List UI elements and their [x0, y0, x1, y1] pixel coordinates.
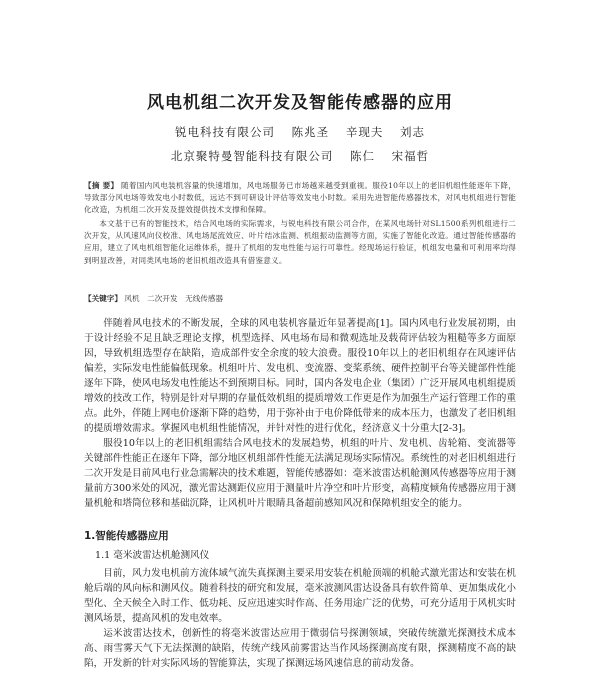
keywords-text: 风机 二次开发 无线传感器 [124, 294, 224, 303]
section-heading-1-1: 1.1 毫米波雷达机舱测风仪 [95, 550, 210, 561]
body-paragraph-1: 伴随着风电技术的不断发展，全球的风电装机容量近年显著提高[1]。国内风电行业发展初期，由于设计经验不足且缺乏理论支撑，机型选择、风电场布局和微观选址及载荷评估较为粗糙等多方面原因，导致机组选型存在缺陷，造成部件安全余度的较大浪费。服役10年以上的老旧机组存在风速评估偏差，实际发电性能偏低现象。机组叶片、发电机、变流器、变桨系统、硬件控制平台等关键部件性能逐年下降，使风电场发电性能达不到预期目标。同时，国内各发电企业（集团）广泛开展风电机组提质增效的技改工作，特别是针对早期的存量低效机组的提质增效工作更是作为加强生产运行管理工作的重点。此外，伴随上网电价逐渐下降的趋势，用于弥补由于电价降低带来的成本压力，也激发了老旧机组的提质增效需求。掌握风电机组性能情况，并针对性的进行优化，经济意义十分重大[2-3]。 [84, 318, 516, 434]
author-name: 宋福哲 [391, 149, 430, 163]
body-paragraph-2: 服役10年以上的老旧机组需结合风电技术的发展趋势，机组的叶片、发电机、齿轮箱、变流器等关键部件性能正在逐年下降，部分地区机组部件性能无法满足现场实际情况。系统性的对老旧机组进行二次开发是目前风电行业急需解决的技术难题，智能传感器如：毫米波雷达机舱测风传感器等应用于测量前方300米处的风况，激光雷达测距仪应用于测量叶片净空和叶片形变，高精度倾角传感器应用于测量机舱和塔筒位移和基础沉降，让风机叶片眼睛具备超前感知风况和保障机组安全的能力。 [84, 438, 516, 509]
keywords [84, 293, 516, 305]
paper-title: 风电机组二次开发及智能传感器的应用 [147, 93, 453, 113]
author-org: 锐电科技有限公司 [175, 125, 276, 139]
author-org: 北京聚特曼智能科技有限公司 [170, 149, 334, 163]
author-line-1 [0, 124, 600, 140]
author-name: 辛现夫 [345, 125, 384, 139]
abstract-paragraph-2: 本文基于已有的智能技术，结合风电场的实际需求，与锐电科技有限公司合作，在某风电场针对SL1500系列机组进行二次开发，从风速风向仪校准、风电场尾流效应、叶片结冰监测、机组振动监测等方面，实施了智能化改造。通过智能传感器的应用，建立了风电机组智能化运维体系，提升了机组的发电性能与运行可靠性。经现场运行验证，机组发电量和可利用率均得到明显改善，对同类风电场的老旧机组改造具有借鉴意义。 [84, 219, 516, 265]
author-name: 陈仁 [350, 149, 375, 163]
author-name: 刘志 [399, 125, 425, 139]
section-1-1-paragraph-2: 运米波雷达技术，创新性的将毫米波雷达应用于微弱信号探测领域，突破传统激光探测技术成本高、雨雪雾天气下无法探测的缺陷，传统产线风前雾雷达当作风场探测高度有限，探测精度不高的缺陷，开发新的针对实际风场的智能算法，实现了探测远场风速信息的前动发备。 [84, 628, 516, 669]
section-1-1-paragraph-1: 目前，风力发电机前方流体域气流失真探测主要采用安装在机舱顶端的机舱式激光雷达和安装在机舱后端的风向标和测风仪。随着科技的研究和发展，毫米波测风雷达设备具有软件简单、更加集成化小型化、全天候全入时工作、低功耗、反应迅速实时作高、任务用途广泛的优势，可充分适用于风机实时测风场景，提高风机的发电效率。 [84, 568, 516, 624]
abstract [84, 180, 516, 217]
author-line-2 [0, 148, 600, 164]
abstract-paragraph-1: 随着国内风电装机容量的快速增加，风电场服务已市场越来越受到重视。服役10年以上的老旧机组性能逐年下降，导致部分风电场等效发电小时数低，远达不到可研设计评估等效发电小时数。采用先进智能传感器技术，对风电机组进行智能化改造，为机组二次开发及提效提供技术支撑和保障。 [84, 181, 516, 215]
keywords-label: 【关键字】 [84, 294, 122, 303]
abstract-label: 【摘 要】 [84, 181, 119, 190]
author-name: 陈兆圣 [291, 125, 330, 139]
section-heading-1: 1.智能传感器应用 [84, 530, 169, 542]
